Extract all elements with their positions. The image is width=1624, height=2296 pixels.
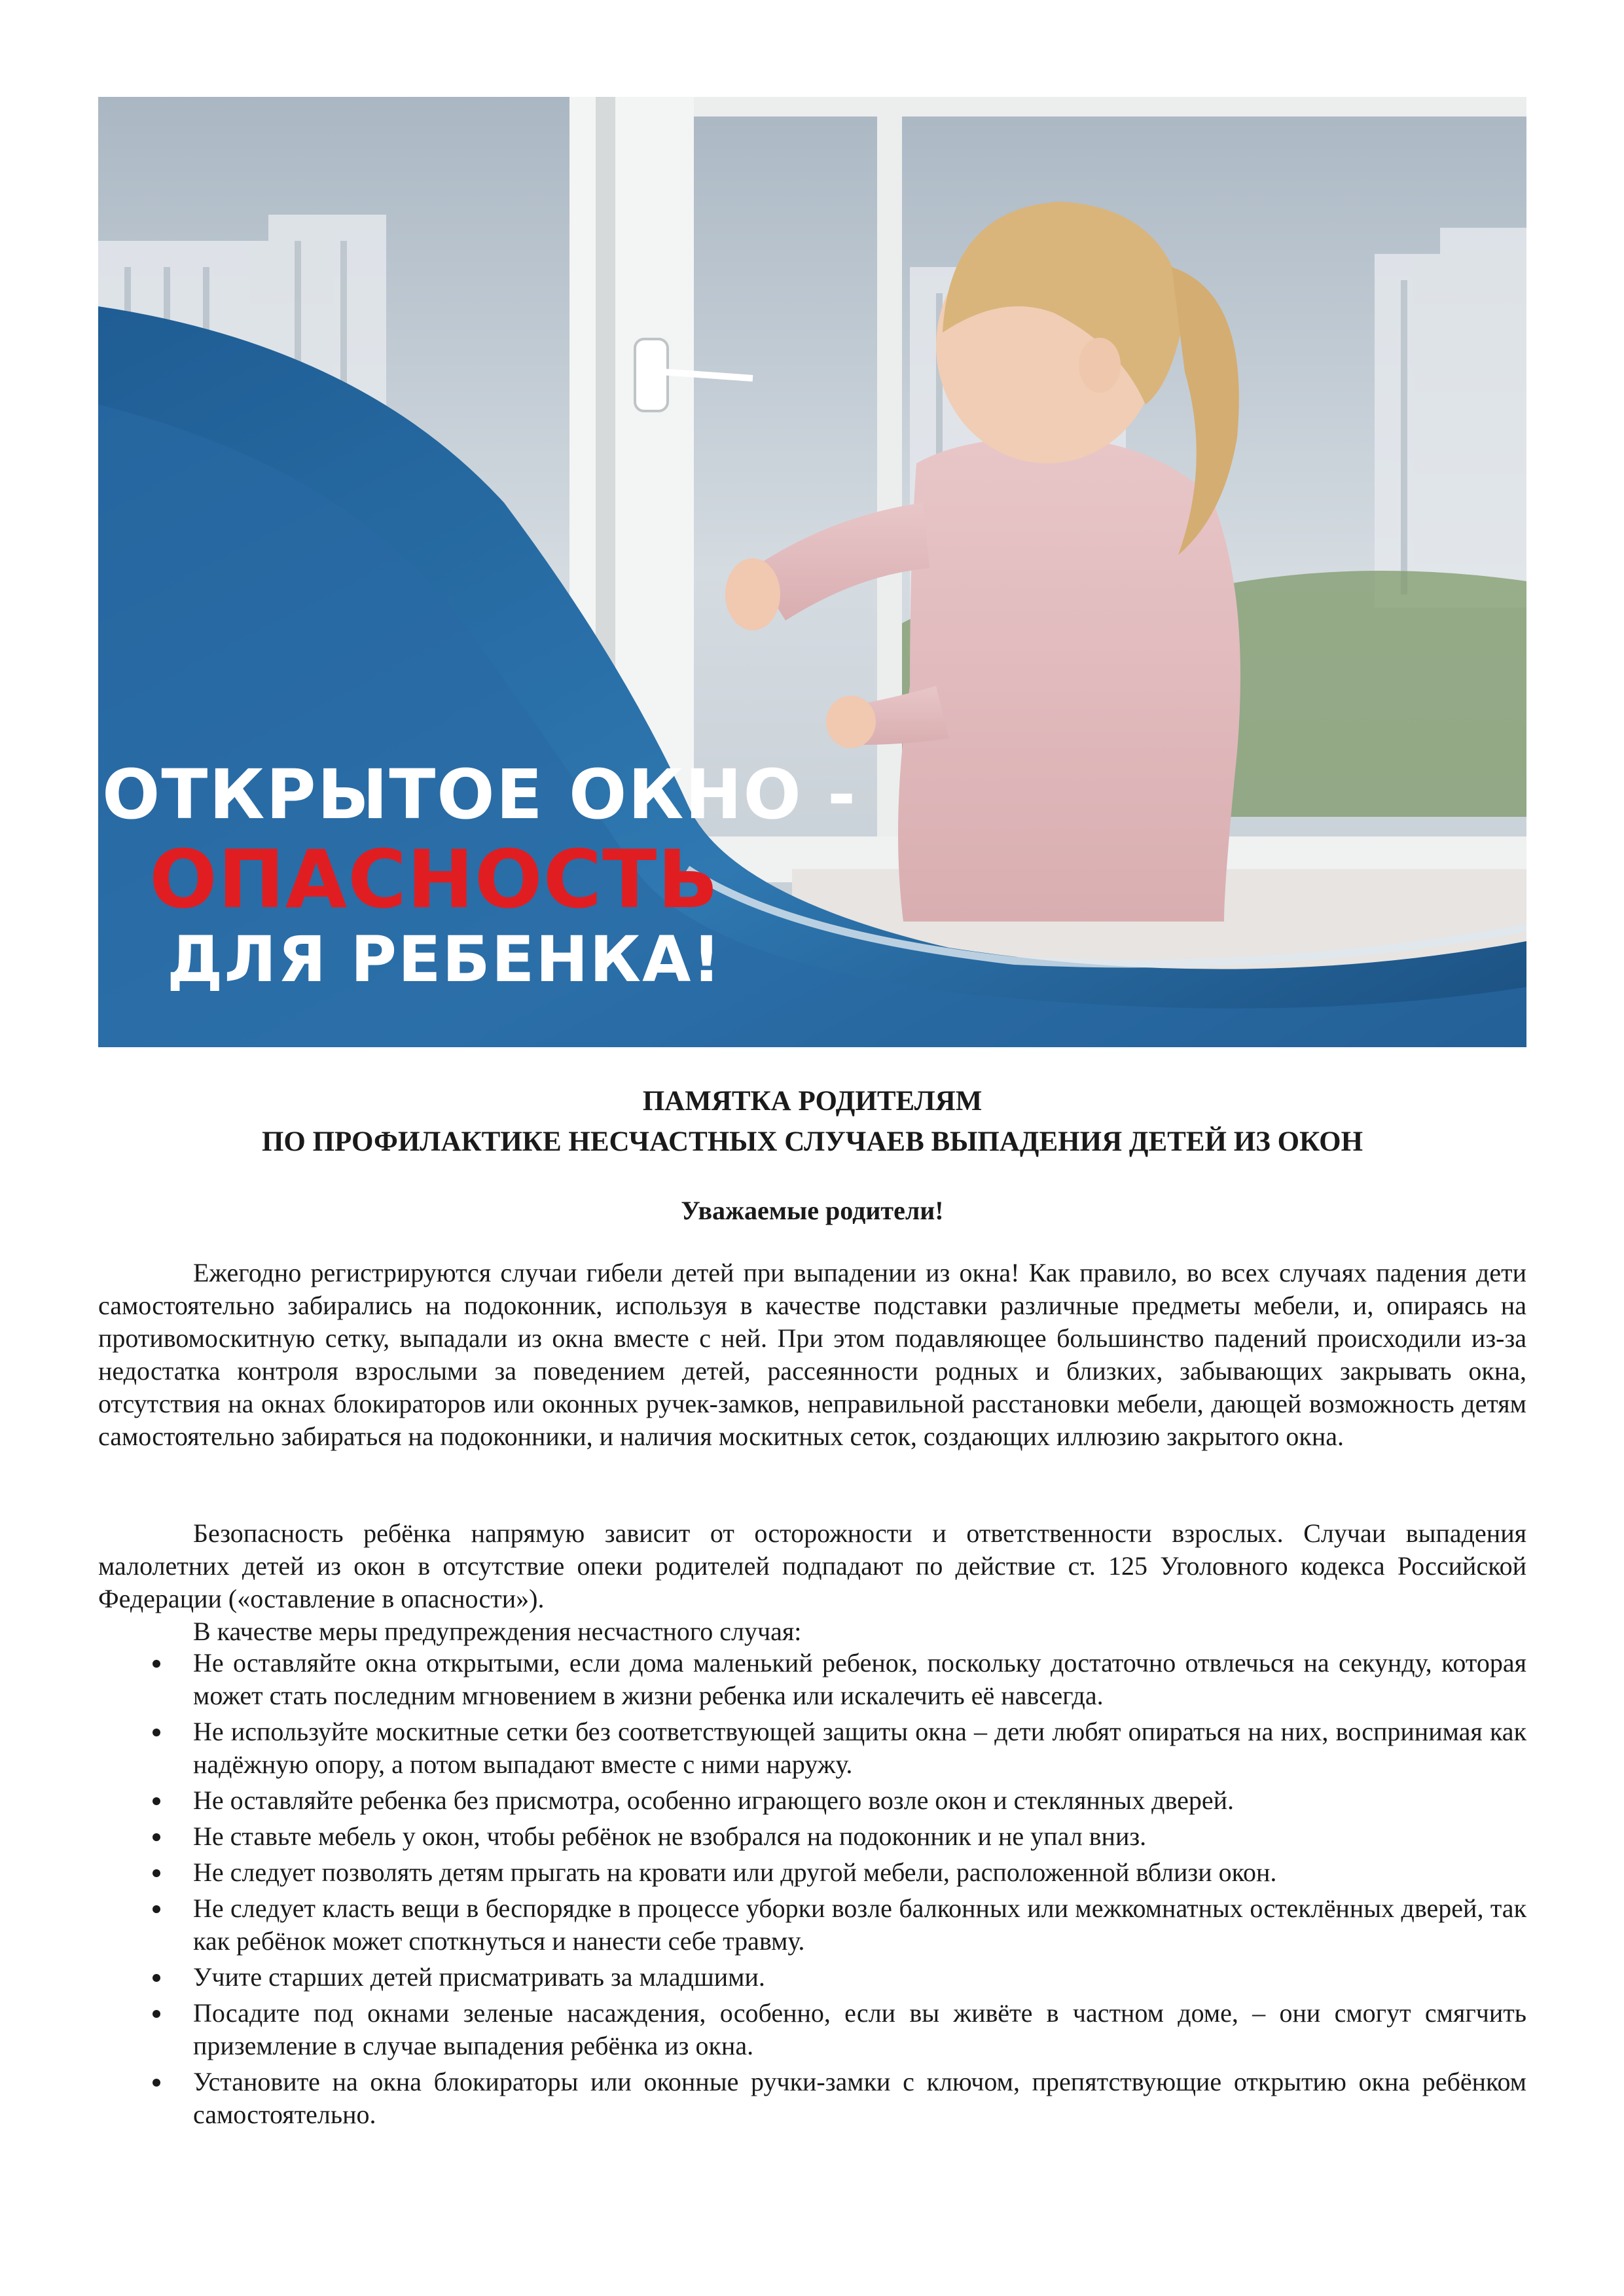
document-subtitle: ПО ПРОФИЛАКТИКЕ НЕСЧАСТНЫХ СЛУЧАЕВ ВЫПАДЕНИЯ ДЕТЕЙ ИЗ ОКОН (261, 1126, 1363, 1157)
banner-line-1: ОТКРЫТОЕ ОКНО - (102, 755, 857, 834)
banner-line-danger: ОПАСНОСТЬ (149, 833, 719, 926)
list-item: Не используйте москитные сетки без соответствующей защиты окна – дети любят опираться на них, воспринимая как надёжную опору, а потом выпадают вместе с ними наружу. (98, 1715, 1526, 1781)
greeting: Уважаемые родители! (681, 1196, 944, 1225)
safety-measures-list (98, 1647, 1526, 2134)
list-item: Не ставьте мебель у окон, чтобы ребёнок не взобрался на подоконник и не упал вниз. (98, 1820, 1526, 1853)
paragraph-measures-lead: В качестве меры предупреждения несчастного случая: (193, 1617, 802, 1646)
paragraph-intro: Ежегодно регистрируются случаи гибели детей при выпадении из окна! Как правило, во всех случаях падения дети самостоятельно забирались на подоконник, используя в качестве подставки различные предметы мебели, и, опираясь на противомоскитную сетку, выпадали из окна вместе с ней. При этом подавляющее большинство падений происходили из-за недостатка контроля взрослыми за поведением детей, рассеянности родных и близких, забывающих закрывать окна, отсутствия на окнах блокираторов или оконных ручек-замков, неправильной расстановки мебели, дающей возможность детям самостоятельно забираться на подоконники, и наличия москитных сеток, создающих иллюзию закрытого окна. (98, 1258, 1526, 1451)
list-item: Не оставляйте ребенка без присмотра, особенно играющего возле окон и стеклянных дверей. (98, 1784, 1526, 1817)
banner-image (98, 97, 1526, 1047)
list-item: Не следует позволять детям прыгать на кровати или другой мебели, расположенной вблизи окон. (98, 1856, 1526, 1889)
list-item: Не оставляйте окна открытыми, если дома маленький ребенок, поскольку достаточно отвлечься на секунду, которая может стать последним мгновением в жизни ребенка или искалечить её навсегда. (98, 1647, 1526, 1712)
paragraph-safety: Безопасность ребёнка напрямую зависит от осторожности и ответственности взрослых. Случаи выпадения малолетних детей из окон в отсутствие опеки родителей подпадают по действие ст. 125 Уголовного кодекса Российской Федерации («оставление в опасности»). (98, 1518, 1526, 1613)
banner-caption (98, 97, 1526, 1047)
banner-line-3: ДЛЯ РЕБЕНКА! (167, 923, 723, 996)
list-item: Установите на окна блокираторы или оконные ручки-замки с ключом, препятствующие открытию окна ребёнком самостоятельно. (98, 2066, 1526, 2131)
list-item: Посадите под окнами зеленые насаждения, особенно, если вы живёте в частном доме, – они смогут смягчить приземление в случае выпадения ребёнка из окна. (98, 1997, 1526, 2062)
list-item: Учите старших детей присматривать за младшими. (98, 1961, 1526, 1994)
list-item: Не следует класть вещи в беспорядке в процессе уборки возле балконных или межкомнатных остеклённых дверей, так как ребёнок может споткнуться и нанести себе травму. (98, 1892, 1526, 1958)
document-title: ПАМЯТКА РОДИТЕЛЯМ (642, 1086, 983, 1117)
